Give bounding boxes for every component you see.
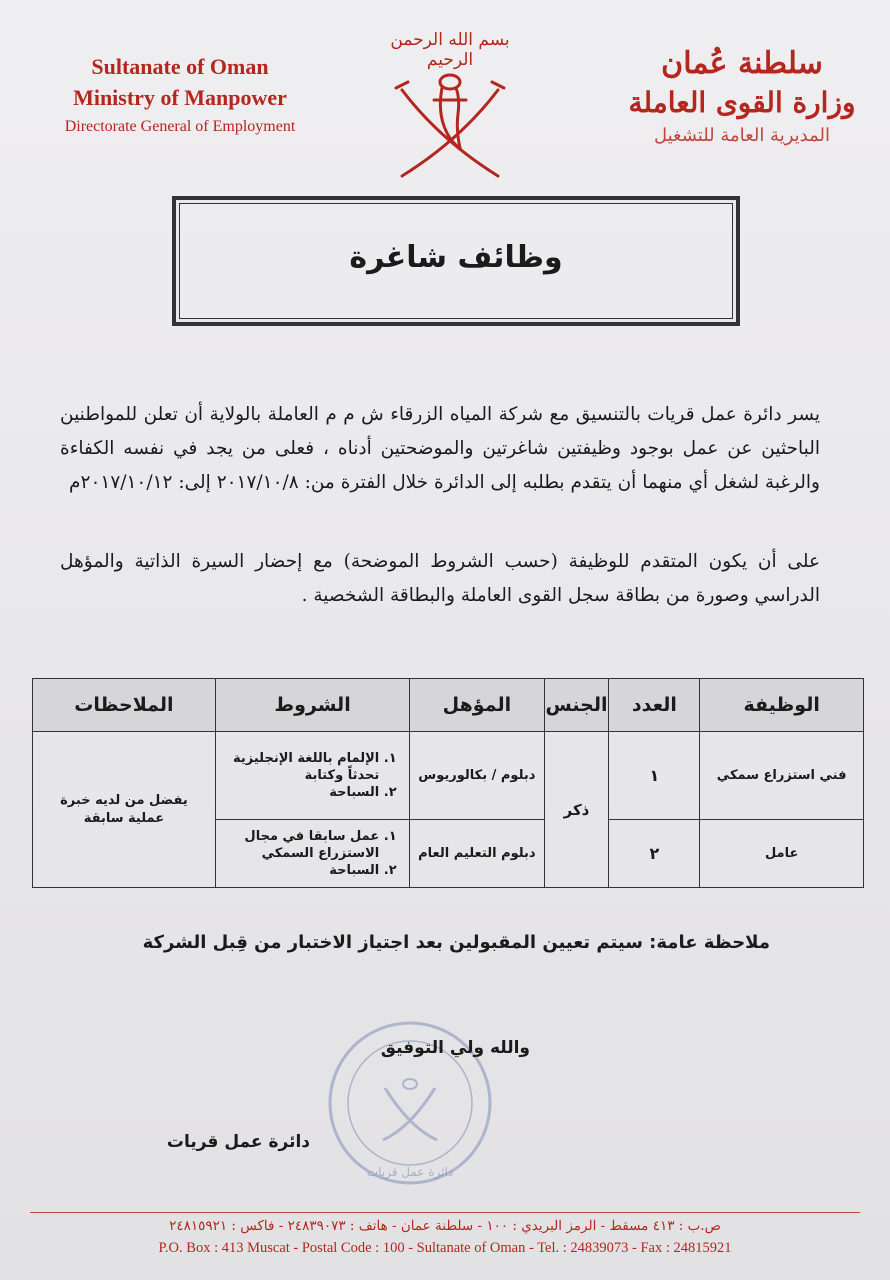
- letterhead-english: [30, 52, 330, 140]
- cell-count: ١: [609, 732, 700, 820]
- cell-conditions: [215, 732, 409, 820]
- cell-gender: ذكر: [544, 732, 609, 888]
- footer-divider: [30, 1212, 860, 1213]
- stamp-text: دائرة عمل قريات: [366, 1165, 454, 1179]
- cell-count: ٢: [609, 820, 700, 888]
- letterhead-ar-directorate: المديرية العامة للتشغيل: [653, 125, 830, 146]
- letterhead-en-country: Sultanate of Oman: [91, 54, 269, 79]
- footer-address-english: P.O. Box : 413 Muscat - Postal Code : 100 - Sultanate of Oman - Tel. : 24839073 - Fax : 24815921: [158, 1240, 732, 1256]
- cell-qualification: دبلوم / بكالوريوس: [410, 732, 544, 820]
- condition-item: 2. السباحة: [224, 862, 379, 879]
- condition-item: 1. الإلمام باللغة الإنجليزية تحدثاً وكتابة: [224, 750, 379, 784]
- vacancies-table: [32, 678, 864, 888]
- oman-emblem: [380, 30, 520, 180]
- department-signature: دائرة عمل قريات: [166, 1132, 310, 1152]
- condition-item: 2. السباحة: [224, 784, 379, 801]
- cell-qualification: دبلوم التعليم العام: [410, 820, 544, 888]
- announcement-paragraph: يسر دائرة عمل قريات بالتنسيق مع شركة المياه الزرقاء ش م م العاملة بالولاية أن تعلن للمواطنين الباحثين عن عمل بوجود وظيفتين شاغرتين والموضحتين أدناه ، فعلى من يجد في نفسه الكفاءة والرغبة لشغل أي منهما أن يتقدم بطلبه إلى الدائرة خلال الفترة من: ٢٠١٧/١٠/٨ إلى: ٢٠١٧/١٠/١٢م: [60, 404, 820, 493]
- footer-address-arabic: ص.ب : ٤١٣ مسقط - الرمز البريدي : ١٠٠ - سلطنة عمان - هاتف : ٢٤٨٣٩٠٧٣ - فاكس : ٢٤٨١٥٩٢١: [169, 1218, 721, 1234]
- condition-item: 1. عمل سابقا في مجال الاستزراع السمكي: [224, 828, 379, 862]
- header-count: العدد: [609, 679, 700, 732]
- letterhead-en-directorate: Directorate General of Employment: [64, 118, 296, 135]
- cell-notes: يفضل من لديه خبرة عملية سابقة: [33, 732, 216, 888]
- letterhead-arabic: [622, 44, 862, 150]
- header-conditions: الشروط: [215, 679, 409, 732]
- general-note: ملاحظة عامة: سيتم تعيين المقبولين بعد اجتياز الاختبار من قِبل الشركة: [142, 932, 770, 953]
- cell-job: عامل: [700, 820, 864, 888]
- title-frame: [172, 196, 740, 326]
- requirements-paragraph: على أن يكون المتقدم للوظيفة (حسب الشروط الموضحة) مع إحضار السيرة الذاتية والمؤهل الدراسي وصورة من بطاقة سجل القوى العاملة والبطاقة الشخصية .: [60, 551, 820, 606]
- cell-job: فني استزراع سمكي: [700, 732, 864, 820]
- letterhead-ar-ministry: وزارة القوى العاملة: [628, 86, 856, 119]
- letterhead-ar-country: سلطنة عُمان: [661, 46, 823, 81]
- closing-phrase: والله ولي التوفيق: [380, 1038, 530, 1058]
- table-header-row: [33, 679, 864, 732]
- cell-conditions: [215, 820, 409, 888]
- khanjar-crossed-swords-icon: [380, 30, 520, 180]
- header-gender: الجنس: [544, 679, 609, 732]
- header-job: الوظيفة: [700, 679, 864, 732]
- document-title: وظائف شاغرة: [349, 240, 563, 275]
- letterhead-en-ministry: Ministry of Manpower: [73, 85, 287, 110]
- header-notes: الملاحظات: [33, 679, 216, 732]
- table-row: [33, 732, 864, 820]
- basmala-calligraphy: بسم الله الرحمن الرحيم: [390, 30, 510, 70]
- header-qualification: المؤهل: [410, 679, 544, 732]
